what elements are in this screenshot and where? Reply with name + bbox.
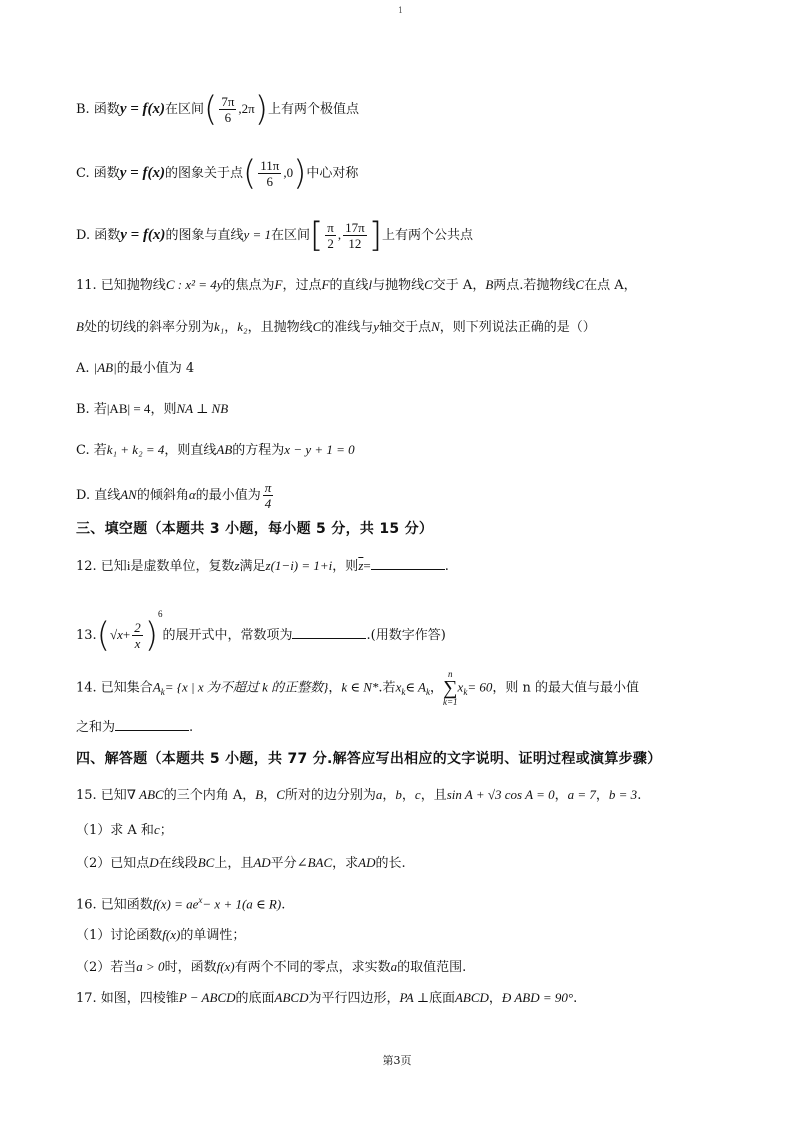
comma: ， — [224, 320, 238, 335]
frac-den: 4 — [264, 496, 272, 511]
text: 上有两个极值点 — [267, 102, 359, 117]
frac-num: 7π — [221, 94, 235, 109]
q16-part2 — [76, 957, 734, 978]
text: D. 直线 — [76, 488, 121, 503]
formula: NA ⊥ NB — [176, 401, 229, 416]
text: 处的切线的斜率分别为 — [83, 320, 214, 335]
var: c — [414, 787, 421, 802]
paren-open: ( — [204, 89, 218, 130]
var: AD — [253, 855, 271, 870]
sum-lower: k=1 — [442, 697, 458, 707]
formula: = {x | x 为不超过 k 的正整数} — [164, 679, 329, 695]
q14-line2 — [76, 718, 734, 738]
formula: f(x) — [162, 927, 181, 942]
formula: |AB| — [93, 360, 117, 375]
var: c — [153, 822, 160, 837]
text: 满足 — [239, 559, 266, 574]
text: C. 若 — [76, 443, 107, 458]
text: ，则 — [150, 402, 177, 417]
frac-den: 12 — [348, 236, 362, 251]
text: . — [444, 559, 449, 574]
q15-part2 — [76, 853, 734, 874]
formula: ∠BAC — [296, 855, 333, 870]
var: AB — [216, 442, 233, 457]
q13 — [76, 604, 734, 656]
formula: C : x² = 4y — [165, 277, 223, 292]
text: 轴交于点 — [379, 320, 432, 335]
var: α — [188, 487, 196, 502]
var: D — [149, 855, 159, 870]
var: BC — [197, 855, 215, 870]
var: B — [255, 787, 264, 802]
text: ，则下列说法正确的是（） — [439, 320, 596, 335]
comma: ， — [382, 788, 396, 803]
text: . — [637, 788, 642, 803]
formula: k ∈ N* — [341, 679, 379, 695]
text: 为平行四边形， — [308, 991, 400, 1006]
page-number: 第3页 — [382, 1054, 412, 1067]
text: 两点.若抛物线 — [493, 278, 576, 293]
comma: ， — [595, 788, 609, 803]
paren-close: ) — [254, 89, 268, 130]
q17 — [76, 988, 734, 1009]
answer-blank — [371, 557, 445, 570]
text: . — [281, 897, 286, 913]
text: ，则 n 的最大值与最小值 — [492, 680, 639, 696]
formula: y = f(x) — [119, 165, 165, 181]
text: + — [122, 627, 131, 642]
answer-blank — [115, 718, 189, 731]
fraction — [219, 94, 236, 125]
section-fill-in-heading: 三、填空题（本题共 3 小题，每小题 5 分，共 15 分） — [76, 521, 434, 537]
formula: y = f(x) — [120, 227, 166, 243]
text: 的长. — [375, 856, 406, 871]
formula: ∇ ABC — [126, 787, 164, 802]
fraction — [325, 220, 336, 251]
text: D. 函数 — [76, 228, 121, 243]
text: ,0 — [283, 165, 294, 180]
subscript: k — [401, 687, 406, 698]
paren-open: ( — [96, 615, 110, 656]
fraction — [263, 480, 274, 511]
q11-option-c — [76, 440, 734, 461]
frac-den: x — [134, 636, 141, 651]
text: （1）讨论函数 — [76, 928, 163, 943]
formula: a > 0 — [136, 959, 165, 974]
frac-num: 17π — [345, 220, 365, 235]
q16-part1 — [76, 925, 734, 946]
q16 — [76, 890, 734, 915]
text: A. — [76, 361, 94, 376]
frac-den: 2 — [327, 236, 334, 251]
text: 所对的边分别为 — [284, 788, 376, 803]
formula: f(x) — [216, 959, 235, 974]
text: 的取值范围. — [397, 960, 467, 975]
var: x — [457, 679, 464, 695]
comma: ， — [401, 788, 415, 803]
var: y — [373, 319, 380, 334]
text: ,2π — [238, 101, 255, 116]
formula: P − ABCD — [178, 990, 236, 1005]
text: ， — [488, 991, 502, 1006]
q10-option-b — [76, 89, 734, 130]
var: ABCD — [454, 990, 489, 1005]
text: B. 函数 — [76, 102, 120, 117]
q11-stem-line2 — [76, 317, 734, 338]
var: b — [395, 787, 402, 802]
frac-num: 2 — [134, 620, 141, 635]
text: 与抛物线 — [372, 278, 425, 293]
frac-num: 11π — [260, 158, 280, 173]
var: AN — [120, 487, 137, 502]
text: 的图象关于点 — [164, 166, 243, 181]
var: $\overline{z}$ — [358, 558, 364, 573]
var: ABCD — [274, 990, 309, 1005]
text: ， — [263, 788, 277, 803]
formula: sin A + √3 cos A = 0 — [446, 787, 555, 802]
text: 的倾斜角 — [136, 488, 189, 503]
frac-num: π — [264, 480, 272, 495]
text: 有两个不同的零点，求实数 — [234, 960, 391, 975]
q11-option-b — [76, 399, 734, 420]
text: 的准线与 — [321, 320, 374, 335]
text: ，则直线 — [164, 443, 217, 458]
text: .(用数字作答) — [366, 628, 446, 643]
comma: ， — [554, 788, 568, 803]
var: a — [390, 959, 398, 974]
formula: √x — [109, 627, 123, 642]
top-mark: 1 — [398, 6, 404, 15]
paren-open: ( — [242, 153, 257, 194]
summation — [443, 669, 458, 707]
formula: − x + 1(a ∈ R) — [202, 896, 282, 912]
text: 的最小值为 — [195, 488, 261, 503]
text: 的三个内角 A， — [163, 788, 256, 803]
text: 17. 如图，四棱锥 — [76, 991, 179, 1006]
text: ； — [159, 823, 173, 838]
text: 13. — [76, 628, 97, 643]
formula: a = 7 — [567, 787, 596, 802]
text: 的最小值为 4 — [116, 361, 195, 376]
var: N — [431, 319, 440, 334]
text: 的底面 — [235, 991, 275, 1006]
fraction — [258, 158, 281, 189]
text: （2）已知点 — [76, 856, 150, 871]
q15-part1 — [76, 820, 734, 841]
exponent: x — [198, 895, 203, 905]
q11-option-a — [76, 358, 734, 379]
var: l — [368, 277, 373, 292]
text: . — [189, 720, 194, 735]
paren-close: ) — [144, 615, 158, 656]
formula: f(x) = ae — [152, 896, 199, 912]
sum-upper: n — [447, 669, 453, 679]
text: 15. 已知 — [76, 788, 127, 803]
var: a — [375, 787, 383, 802]
q11-option-d — [76, 480, 734, 511]
fraction — [343, 220, 367, 251]
text: 平分 — [270, 856, 297, 871]
text: 之和为 — [76, 720, 116, 735]
text: ，且 — [420, 788, 447, 803]
formula: Ð ABD = 90° — [501, 990, 574, 1005]
formula: k₁ + k₂ = 4 — [106, 442, 165, 457]
bracket-close: ] — [368, 215, 382, 256]
frac-num: π — [327, 220, 334, 235]
var: k₁ — [213, 319, 225, 334]
text: = — [363, 558, 371, 573]
text: 是虚数单位，复数 — [130, 559, 235, 574]
sigma-symbol: ∑ — [443, 677, 458, 699]
var: i — [126, 558, 131, 573]
text: 的焦点为 — [222, 278, 275, 293]
subscript: k — [463, 687, 468, 698]
text: 11. 已知抛物线 — [76, 278, 166, 293]
var: C — [424, 277, 433, 292]
q15 — [76, 785, 734, 806]
formula: PA ⊥ — [399, 990, 429, 1005]
text: 的图象与直线 — [165, 228, 244, 243]
formula: b = 3 — [608, 787, 638, 802]
comma: , — [337, 227, 342, 242]
subscript: k — [160, 687, 165, 698]
formula: x − y + 1 = 0 — [284, 442, 355, 457]
text: ，且抛物线 — [247, 320, 313, 335]
q14-line1 — [76, 669, 734, 707]
text: ，求 — [332, 856, 359, 871]
var: B — [76, 319, 84, 334]
var: C — [312, 319, 322, 334]
paren-close: ) — [293, 153, 307, 194]
var: C — [575, 277, 585, 292]
formula: ∈ A — [405, 679, 426, 695]
text: 上，且 — [214, 856, 254, 871]
var: F — [274, 277, 283, 292]
text: 中心对称 — [306, 166, 359, 181]
var: z — [234, 558, 240, 573]
formula: = 60 — [467, 679, 493, 695]
formula: z(1−i) = 1+i — [265, 558, 333, 573]
text: B. 若 — [76, 402, 107, 417]
text: ，则 — [332, 559, 359, 574]
bracket-open: [ — [310, 215, 324, 256]
q11-stem-line1 — [76, 275, 734, 296]
var: C — [276, 787, 285, 802]
var: F — [321, 277, 330, 292]
q10-option-c — [76, 153, 734, 194]
text: 时，函数 — [164, 960, 217, 975]
text: ， — [429, 680, 443, 696]
text: （1）求 A 和 — [76, 823, 154, 838]
text: 14. 已知集合 — [76, 680, 153, 696]
fraction — [132, 620, 143, 651]
text: 的单调性； — [180, 928, 246, 943]
text: ，过点 — [282, 278, 322, 293]
answer-blank — [292, 626, 366, 639]
formula: y = f(x) — [119, 101, 166, 117]
frac-den: 6 — [266, 174, 274, 189]
q10-option-d — [76, 215, 734, 256]
text: 12. 已知 — [76, 559, 127, 574]
subscript: k — [425, 687, 430, 698]
text: ， — [328, 680, 342, 696]
text: 交于 A， — [432, 278, 486, 293]
text: 上有两个公共点 — [381, 228, 473, 243]
text: 的方程为 — [232, 443, 285, 458]
text: （2）若当 — [76, 960, 137, 975]
text: .若 — [378, 680, 396, 696]
var: B — [485, 277, 494, 292]
text: 在区间 — [165, 102, 205, 117]
text: 16. 已知函数 — [76, 897, 153, 913]
q12 — [76, 556, 734, 577]
section-solution-heading: 四、解答题（本题共 5 小题，共 77 分.解答应写出相应的文字说明、证明过程或演算步骤） — [76, 751, 662, 767]
var: A — [152, 679, 161, 695]
exponent: 6 — [157, 609, 163, 619]
text: 底面 — [428, 991, 455, 1006]
var: x — [395, 679, 402, 695]
text: C. 函数 — [76, 166, 120, 181]
text: 在点 A， — [584, 278, 637, 293]
text: 的展开式中，常数项为 — [162, 628, 293, 643]
text: . — [573, 991, 578, 1006]
text: 的直线 — [329, 278, 369, 293]
text: 在线段 — [158, 856, 198, 871]
var: k₂ — [237, 319, 248, 334]
text: 在区间 — [271, 228, 311, 243]
var: AD — [358, 855, 376, 870]
frac-den: 6 — [224, 110, 232, 125]
formula: |AB| = 4 — [106, 401, 151, 416]
formula: y = 1 — [243, 227, 271, 242]
